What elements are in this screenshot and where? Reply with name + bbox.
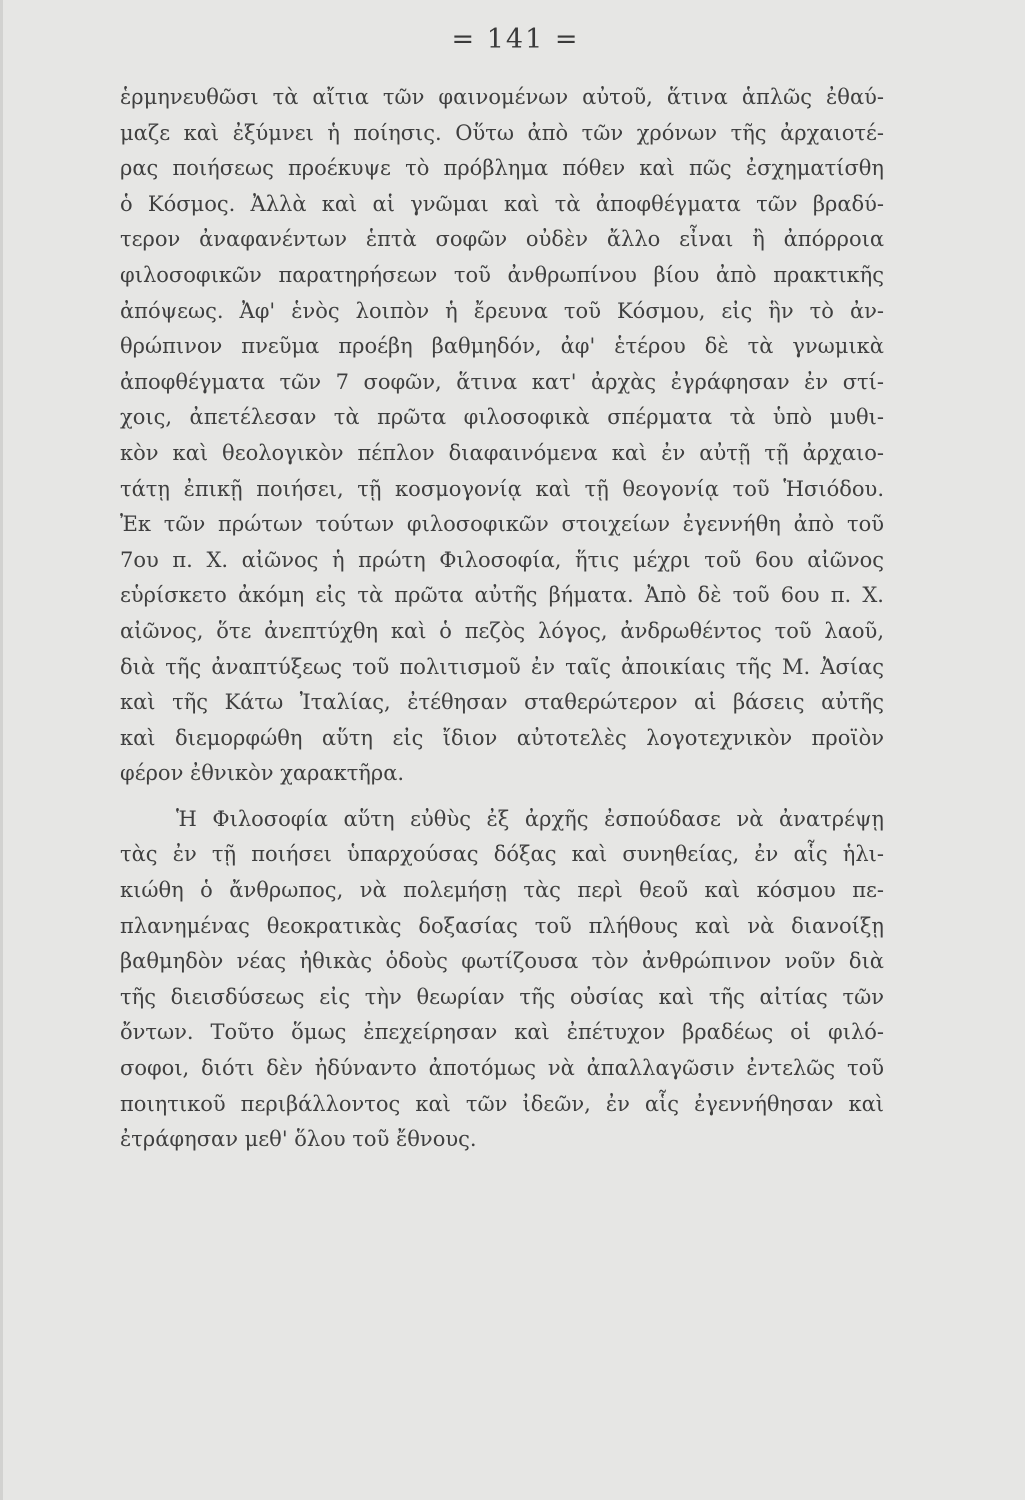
text-line: σοφοι, διότι δὲν ἠδύναντο ἀποτόμως νὰ ἀπαλλαγῶσιν ἐντελῶς τοῦ (120, 1056, 884, 1081)
text-line: εὑρίσκετο ἀκόμη εἰς τὰ πρῶτα αὐτῆς βήματα. Ἀπὸ δὲ τοῦ 6ου π. Χ. (120, 583, 884, 608)
body-text (120, 80, 884, 1158)
text-line: ἀπόψεως. Ἀφ' ἑνὸς λοιπὸν ἡ ἔρευνα τοῦ Κόσμου, εἰς ἣν τὸ ἀν- (120, 298, 884, 323)
text-line: ἀποφθέγματα τῶν 7 σοφῶν, ἅτινα κατ' ἀρχὰς ἐγράφησαν ἐν στί- (120, 369, 884, 394)
text-line: ποιητικοῦ περιβάλλοντος καὶ τῶν ἰδεῶν, ἐν αἷς ἐγεννήθησαν καὶ (120, 1091, 884, 1116)
text-line: πλανημένας θεοκρατικὰς δοξασίας τοῦ πλήθους καὶ νὰ διανοίξῃ (120, 913, 884, 938)
text-line: καὶ διεμορφώθη αὕτη εἰς ἴδιον αὐτοτελὲς λογοτεχνικὸν προϊὸν (120, 725, 884, 750)
text-line: ἐτράφησαν μεθ' ὅλου τοῦ ἔθνους. (120, 1127, 477, 1152)
text-line: κιώθη ὁ ἄνθρωπος, νὰ πολεμήσῃ τὰς περὶ θεοῦ καὶ κόσμου πε- (120, 878, 884, 903)
text-line: καὶ τῆς Κάτω Ἰταλίας, ἐτέθησαν σταθερώτερον αἱ βάσεις αὐτῆς (120, 690, 884, 715)
text-line: ρας ποιήσεως προέκυψε τὸ πρόβλημα πόθεν καὶ πῶς ἐσχηματίσθη (120, 156, 884, 181)
text-line: φέρον ἐθνικὸν χαρακτῆρα. (120, 761, 405, 786)
text-line: ὄντων. Τοῦτο ὅμως ἐπεχείρησαν καὶ ἐπέτυχον βραδέως οἱ φιλό- (120, 1020, 884, 1045)
text-line: αἰῶνος, ὅτε ἀνεπτύχθη καὶ ὁ πεζὸς λόγος, ἀνδρωθέντος τοῦ λαοῦ, (120, 618, 884, 643)
text-line: θρώπινον πνεῦμα προέβη βαθμηδόν, ἀφ' ἑτέρου δὲ τὰ γνωμικὰ (120, 334, 884, 359)
text-line: μαζε καὶ ἐξύμνει ἡ ποίησις. Οὕτω ἀπὸ τῶν χρόνων τῆς ἀρχαιοτέ- (120, 120, 884, 145)
text-line: χοις, ἀπετέλεσαν τὰ πρῶτα φιλοσοφικὰ σπέρματα τὰ ὑπὸ μυθι- (120, 405, 884, 430)
page-number: = 141 = (451, 24, 580, 55)
text-line: Ἐκ τῶν πρώτων τούτων φιλοσοφικῶν στοιχείων ἐγεννήθη ἀπὸ τοῦ (120, 512, 884, 537)
text-line: βαθμηδὸν νέας ἠθικὰς ὁδοὺς φωτίζουσα τὸν ἀνθρώπινον νοῦν διὰ (120, 949, 884, 974)
text-line: διὰ τῆς ἀναπτύξεως τοῦ πολιτισμοῦ ἐν ταῖς ἀποικίαις τῆς Μ. Ἀσίας (120, 654, 884, 679)
text-line: κὸν καὶ θεολογικὸν πέπλον διαφαινόμενα καὶ ἐν αὐτῇ τῇ ἀρχαιο- (120, 440, 884, 465)
text-line: τὰς ἐν τῇ ποιήσει ὑπαρχούσας δόξας καὶ συνηθείας, ἐν αἷς ἡλι- (120, 842, 884, 867)
text-line: ὁ Κόσμος. Ἀλλὰ καὶ αἱ γνῶμαι καὶ τὰ ἀποφθέγματα τῶν βραδύ- (120, 191, 884, 216)
text-line: φιλοσοφικῶν παρατηρήσεων τοῦ ἀνθρωπίνου βίου ἀπὸ πρακτικῆς (120, 262, 884, 287)
text-line: τερον ἀναφανέντων ἑπτὰ σοφῶν οὐδὲν ἄλλο εἶναι ἢ ἀπόρροια (120, 227, 884, 252)
text-line: Ἡ Φιλοσοφία αὕτη εὐθὺς ἐξ ἀρχῆς ἐσπούδασε νὰ ἀνατρέψῃ (176, 806, 884, 831)
text-line: 7ου π. Χ. αἰῶνος ἡ πρώτη Φιλοσοφία, ἥτις μέχρι τοῦ 6ου αἰῶνος (120, 547, 884, 572)
text-line: τῆς διεισδύσεως εἰς τὴν θεωρίαν τῆς οὐσίας καὶ τῆς αἰτίας τῶν (120, 984, 884, 1009)
text-line: ἑρμηνευθῶσι τὰ αἴτια τῶν φαινομένων αὐτοῦ, ἅτινα ἁπλῶς ἐθαύ- (120, 85, 884, 109)
text-line: τάτῃ ἐπικῇ ποιήσει, τῇ κοσμογονίᾳ καὶ τῇ θεογονίᾳ τοῦ Ἡσιόδου. (120, 476, 884, 501)
